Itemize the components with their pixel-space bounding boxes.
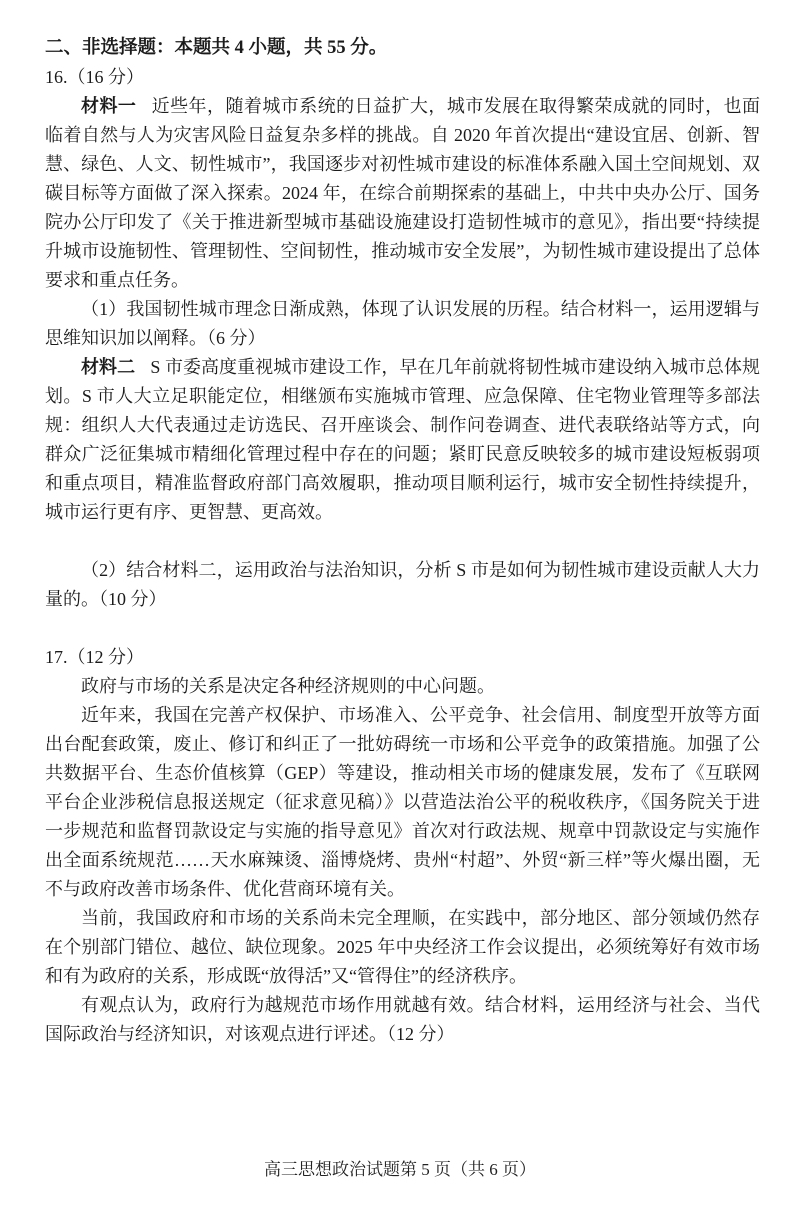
material-2-paragraph [45, 353, 760, 527]
material-1-label: 材料一 [81, 96, 137, 116]
material-1-text: 近些年，随着城市系统的日益扩大，城市发展在取得繁荣成就的同时，也面临着自然与人为灾害风险日益复杂多样的挑战。自 2020 年首次提出“建设宜居、创新、智慧、绿色、人文、韧性城市”，我国逐步对初性城市建设的标准体系融入国土空间规划、双碳目标等方面做了深入探索。2024 年，在综合前期探索的基础上，中共中央办公厅、国务院办公厅印发了《关于推进新型城市基础设施建设打造韧性城市的意见》，指出要“持续提升城市设施韧性、管理韧性、空间韧性，推动城市安全发展”，为韧性城市建设提出了总体要求和重点任务。 [45, 96, 761, 290]
question-17-paragraph-2: 近年来，我国在完善产权保护、市场准入、公平竞争、社会信用、制度型开放等方面出台配套政策，废止、修订和纠正了一批妨碍统一市场和公平竞争的政策措施。加强了公共数据平台、生态价值核算（GEP）等建设，推动相关市场的健康发展，发布了《互联网平台企业涉税信息报送规定（征求意见稿）》以营造法治公平的税收秩序，《国务院关于进一步规范和监督罚款设定与实施的指导意见》首次对行政法规、规章中罚款设定与实施作出全面系统规范……天水麻辣烫、淄博烧烤、贵州“村超”、外贸“新三样”等火爆出圈，无不与政府改善市场条件、优化营商环境有关。 [45, 705, 760, 899]
question-16-part-2: （2）结合材料二，运用政治与法治知识，分析 S 市是如何为韧性城市建设贡献人大力量的。（10 分） [45, 560, 760, 609]
material-2-text: S 市委高度重视城市建设工作，早在几年前就将韧性城市建设纳入城市总体规划。S 市人大立足职能定位，相继颁布实施城市管理、应急保障、住宅物业管理等多部法规：组织人大代表通过走访选民、召开座谈会、制作问卷调查、进代表联络站等方式，向群众广泛征集城市精细化管理过程中存在的问题；紧盯民意反映较多的城市建设短板弱项和重点项目，精准监督政府部门高效履职，推动项目顺利运行，城市安全韧性持续提升，城市运行更有序、更智慧、更高效。 [45, 357, 761, 522]
question-16-number: 16.（16 分） [45, 67, 144, 87]
section-heading: 二、非选择题：本题共 4 小题，共 55 分。 [45, 38, 388, 58]
page-footer: 高三思想政治试题第 5 页（共 6 页） [264, 1160, 536, 1179]
question-17-number: 17.（12 分） [45, 647, 144, 667]
material-1-paragraph [45, 92, 760, 295]
material-2-label: 材料二 [81, 357, 136, 377]
question-17-task: 有观点认为，政府行为越规范市场作用就越有效。结合材料，运用经济与社会、当代国际政治与经济知识，对该观点进行评述。（12 分） [45, 995, 760, 1044]
question-17-intro: 政府与市场的关系是决定各种经济规则的中心问题。 [81, 676, 495, 696]
question-16-part-1: （1）我国韧性城市理念日渐成熟，体现了认识发展的历程。结合材料一，运用逻辑与思维知识加以阐释。（6 分） [45, 299, 760, 348]
question-17-paragraph-3: 当前，我国政府和市场的关系尚未完全理顺，在实践中，部分地区、部分领域仍然存在个别部门错位、越位、缺位现象。2025 年中央经济工作会议提出，必须统筹好有效市场和有为政府的关系，形成既“放得活”又“管得住”的经济秩序。 [45, 908, 760, 986]
